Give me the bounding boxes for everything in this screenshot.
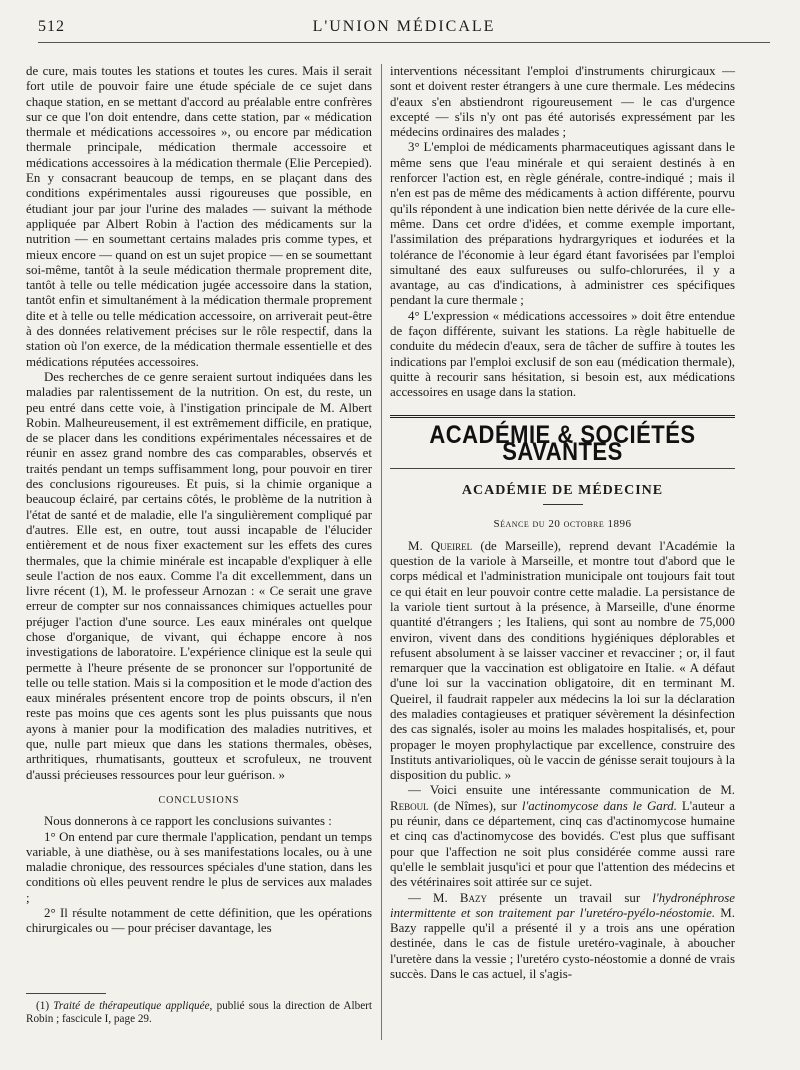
left-column xyxy=(26,64,372,937)
paragraph: interventions nécessitant l'emploi d'instruments chirurgicaux — sont et doivent rester étrangers à une cure thermale. Les médecins d'eaux s'en abstiendront rigoureusement — le cas d'urgence excepté — s'ils n'y ont pas été autorisés expressément par les médecins ordinaires des malades ; xyxy=(390,64,735,140)
communication-title: l'actinomycose dans le Gard. xyxy=(521,798,677,813)
paragraph: Nous donnerons à ce rapport les conclusions suivantes : xyxy=(44,814,332,829)
paragraph: de cure, mais toutes les stations et toutes les cures. Mais il serait fort utile de pouvoir faire une étude spéciale de ce sujet dans chaque station, en se mettant d'accord au préalable entre confrères sur ce que l'on doit entendre, dans cette station, par « médication thermale et médications accessoires », ou encore par médication thermale principale, médication thermale accessoire et médications accessoires à la médication thermale (Elie Percepied). En y consacrant beaucoup de temps, en se plaçant dans des conditions expérimentales aussi rigoureuses que possible, en étudiant jour par jour l'urine des malades — suivant la méthode appliquée par Albert Robin à l'action des médicaments sur la nutrition — en soumettant certains malades pris comme types, et mieux encore — quand on est un sujet propice — en se soumettant soi-même, tantôt à la seule médication thermale proprement dite, tantôt à telle ou telle médication jugée accessoire dans la station, tantôt enfin et simultanément à la médication thermale proprement dite et à telle ou telle médication accessoire, on arriverait peut-être à des données relativement précises sur le rôle respectif, dans la station où l'on exerce, de la médication thermale essentielle et des médications réputées accessoires. xyxy=(26,64,372,369)
speaker-name: M. Queirel xyxy=(408,538,473,553)
footnote-text xyxy=(26,1000,372,1026)
paragraph-text: présente un travail sur xyxy=(486,890,653,905)
paragraph: 2° Il résulte notamment de cette définition, que les opérations chirurgicales ou — pour préciser davantage, les xyxy=(26,906,372,936)
page-header xyxy=(38,18,770,42)
section-underline xyxy=(390,468,735,469)
paragraph-text: M. Bazy rappelle qu'il a présenté il y a trois ans une opération destinée, dans le cas de fistule uretéro-vaginale, à aboucher l'uretère dans la vessie ; l'uretéro cysto-néostomie a donné de vrais succès. Dans le cas actuel, il s'agis- xyxy=(390,905,735,982)
conclusions-heading: CONCLUSIONS xyxy=(158,794,240,806)
speaker-name: M. Reboul xyxy=(390,783,735,813)
paragraph xyxy=(390,891,735,983)
paragraph: 4° L'expression « médications accessoires » doit être entendue de façon différente, suivant les stations. La règle habituelle de conduite du médecin d'eaux, sera de tâcher de suffire à toutes les indications par l'emploi exclusif de son eau (médication thermale), quitte à recourir sans hésitation, si besoin est, aux médications accessoires en usage dans la station. xyxy=(390,308,735,400)
paragraph: 3° L'emploi de médicaments pharmaceutiques agissant dans le même sens que l'eau minérale et qui seraient destinés à en renforcer l'action est, en règle générale, contre-indiqué ; mais il n'en est pas de même des médicaments à action différente, pourvu qu'ils répondent à une indication bien nette dérivée de la cure elle-même. Dans cet ordre d'idées, et comme exemple important, l'assimilation des préparations hydrargyriques et iodurées et la tolérance de l'économie à leur égard étant favorisées par l'emploi simultané des eaux sulfureuses ou sulfo-chlorurées, il y a avantage, au cas d'indications, à administrer ces spécifiques pendant la cure thermale ; xyxy=(390,140,735,308)
section-rule xyxy=(390,415,735,418)
speaker-name: M. Bazy xyxy=(433,890,487,905)
paragraph: Des recherches de ce genre seraient surtout indiquées dans les maladies par ralentissement de la nutrition. On est, du reste, un peu entré dans cette voie, à l'instigation principale de M. Albert Robin. Malheureusement, il est extrêmement difficile, en pratique, de se placer dans les conditions expérimentales nécessaires et de réunir en assez grand nombre des cas comparables, observés et traités pendant un temps suffisamment long, pour pouvoir en tirer des conclusions rigoureuses. Et puis, si la chimie organique a beaucoup éclairé, par certains côtés, le problème de la nutrition à l'état de santé et de maladie, elle l'a singulièrement compliqué par d'autres. Elle est, en outre, tout aussi incapable de l'élucider entièrement et de nous fixer exactement sur les effets des cures thermales, que la chimie minérale est incapable d'expliquer à elle seule l'action de nos eaux. Comme l'a dit excellemment, dans un livre récent (1), M. le professeur Arnozan : « Ce serait une grave erreur de compter sur nos connaissances chimiques actuelles pour préjuger l'action d'une source. Les eaux minérales ont quelque chose d'organique, de vivant, qui échappe encore à nos investigations de laboratoire. L'expérience clinique est la seule qui permette à l'heure présente de se prononcer sur l'opportunité de telle ou telle station. Mais si la composition et le mode d'action des eaux minérales présentent encore trop de points obscurs, il n'en reste pas moins que ces agents sont les plus puissants que nous ayons à manier pour la modification des maladies nutritives, et que, nulle part mieux que dans les stations thermales, obèses, arthritiques, rhumatisants, goutteux et scrofuleux, ne trouvent d'aussi précieuses ressources pour leur guérison. » xyxy=(26,369,372,782)
header-rule xyxy=(38,42,770,43)
academy-title: ACADÉMIE DE MÉDECINE xyxy=(461,483,664,499)
paragraph xyxy=(390,539,735,784)
footnote-rule xyxy=(26,993,106,994)
footnote-rest: publié sous la direction de Albert Robin ; fascicule I, page 29. xyxy=(26,1000,373,1025)
right-column xyxy=(390,64,735,982)
paragraph-text: L'auteur a pu réunir, dans ce département, cinq cas d'actinomycose humaine et cinq cas d'actinomycose des bovidés. C'est plus que suffisant pour que l'affection ne soit plus considérée comme aussi rare qu'elle le semblait jusqu'ici et pour que l'attention des médecins et des vétérinaires soit attirée sur ce sujet. xyxy=(390,798,735,890)
section-title: ACADÉMIE & SOCIÉTÉS SAVANTES xyxy=(429,419,696,466)
seance-date: Séance du 20 octobre 1896 xyxy=(493,518,632,531)
work-title: l'hydronéphrose intermittente et son traitement par l'uretéro-pyélo-néostomie. xyxy=(390,890,735,920)
paragraph-text: — xyxy=(408,890,434,905)
footnote xyxy=(26,993,372,1026)
column-divider xyxy=(381,64,382,1040)
paragraph-text: (de Nîmes), sur xyxy=(428,798,522,813)
paragraph-text: — Voici ensuite une intéressante communication de xyxy=(408,783,721,798)
paragraph: 1° On entend par cure thermale l'application, pendant un temps variable, à une diathèse, ou à ses manifestations locales, ou à une maladie chronique, des ressources spéciales d'une station, dans les conditions où elles peuvent rendre le plus de services aux malades ; xyxy=(26,829,372,905)
academy-rule xyxy=(543,504,583,505)
footnote-marker: (1) xyxy=(36,1000,50,1012)
footnote-title: Traité de thérapeutique appliquée, xyxy=(53,1000,213,1012)
paragraph-text: (de Marseille), reprend devant l'Académie la question de la variole à Marseille, et montre tout d'abord que le corps médical et l'administration municipale ont toujours fait tout ce qui était en leur pouvoir contre cette maladie. La persistance de la variole tient surtout à la présence, à Marseille, d'une énorme quantité d'étrangers ; les Italiens, qui sont au nombre de 75,000 environ, vivent dans des conditions hygiéniques déplorables et refusent absolument à se laisser vacciner et revacciner ; or, il faut remarquer que la vaccination est obligatoire en Italie. « A défaut d'une loi sur la vaccination obligatoire, dit en terminant M. Queirel, il faudrait rappeler aux médecins la loi sur la déclaration des maladies contagieuses et pratiquer sévèrement la désinfection des cas signalés, isoler au moins les malades hospitalisés, et, pour propager le moyen prophylactique par excellence, construire des Instituts antivarioliques, où le vaccin de génisse serait toujours à la disposition du public. » xyxy=(390,538,735,783)
page-number: 512 xyxy=(38,18,65,35)
paragraph xyxy=(390,783,735,890)
running-title: L'UNION MÉDICALE xyxy=(312,18,496,35)
